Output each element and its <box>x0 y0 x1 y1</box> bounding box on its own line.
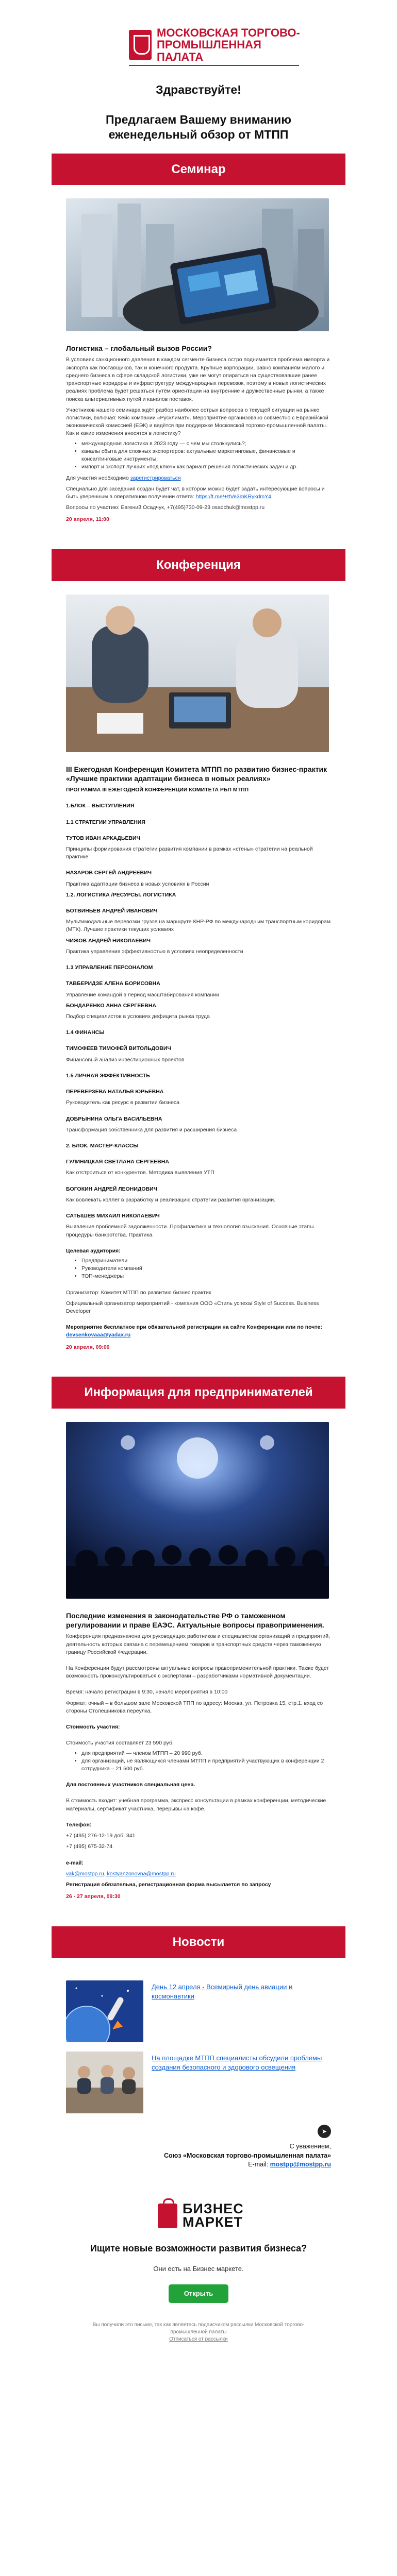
list-item: • для предприятий — членов МТПП – 20 990 руб. <box>81 1750 331 1757</box>
audience-heading: Целевая аудитория: <box>66 1247 121 1254</box>
seminar-section <box>52 185 345 538</box>
telegram-icon[interactable]: ➤ <box>318 2125 331 2138</box>
intro-heading: Предлагаем Вашему вниманию еженедельный обзор от МТПП <box>106 113 291 141</box>
speaker-topic: Финансовый анализ инвестиционных проектов <box>66 1056 185 1063</box>
seminar-contacts: Вопросы по участию: Евгений Осадчук, +7(495)730-09-23 osadchuk@mostpp.ru <box>66 504 265 511</box>
speaker-name: НАЗАРОВ СЕРГЕЙ АНДРЕЕВИЧ <box>66 870 152 876</box>
seminar-paragraph-4: Специально для заседания создан будет чат, в котором можно будет задать интересующие вопросы и быть уверенным в оперативном получении ответа: https://t.me/+ttVe3mKRykdmY4 <box>66 485 325 500</box>
phone-number[interactable]: +7 (495) 276-12-19 доб. 341 <box>66 1833 136 1839</box>
seminar-date: 20 апреля, 11:00 <box>66 516 109 523</box>
cost-total: Стоимость участия составляет 23 590 руб. <box>66 1740 174 1747</box>
speaker-name: БОТВИНЬЕВ АНДРЕЙ ИВАНОВИЧ <box>66 908 158 914</box>
list-item: • для организаций, не являющихся членами МТПП и предприятий участвующих в конференции 2 сотрудника – 21 500 руб. <box>81 1757 331 1773</box>
meeting-image <box>66 595 329 752</box>
cost-heading: Стоимость участия: <box>66 1724 120 1731</box>
speaker-name: ТУТОВ ИВАН АРКАДЬЕВИЧ <box>66 835 140 841</box>
speaker-name: БОГОКИН АНДРЕЙ ЛЕОНИДОВИЧ <box>66 1185 158 1192</box>
speaker-name: БОНДАРЕНКО АННА СЕРГЕЕВНА <box>66 1002 156 1009</box>
event-place: Формат: очный – в большом зале Московской ТПП по адресу: Москва, ул. Петровка 15, стр.1, вход со стороны Столешникова переулка. <box>66 1700 323 1714</box>
speaker-name: ЧИЖОВ АНДРЕЙ НИКОЛАЕВИЧ <box>66 937 151 944</box>
tablet-logistics-image <box>66 198 329 331</box>
conference-section <box>52 581 345 1366</box>
unsubscribe-link[interactable]: Отписаться от рассылки <box>169 2336 228 2342</box>
conference-hall-image <box>66 1422 329 1599</box>
list-item: • каналы сбыта для сложных экспортеров: актуальные маркетинговые, финансовые и консалтинговые инструменты; <box>81 448 331 463</box>
list-item: • Предприниматели <box>81 1257 331 1265</box>
seminar-image <box>66 198 329 331</box>
email-heading: e-mail: <box>66 1859 84 1866</box>
seminar-paragraph-2: Участников нашего семинара ждёт разбор наиболее острых вопросов о текущей ситуации на рынке логистики, включая: Кейс компании «Русклимат». Мероприятие организовано совместно с Евразийской экономической комиссией (ЕЭК) и ведётся при поддержке Московской торгово-промышленной палаты. Как и какие изменения вносятся в логистику? <box>66 406 328 437</box>
signature-greeting: С уважением, <box>289 2143 331 2150</box>
registration-note: Регистрация обязательна, регистрационная форма высылается по запросу <box>66 1881 271 1888</box>
seminar-topics-list <box>66 440 331 471</box>
seminar-title: Логистика – глобальный вызов России? <box>66 344 212 353</box>
speaker-name: ГУЛИНИЦКАЯ СВЕТЛАНА СЕРГЕЕВНА <box>66 1159 169 1165</box>
seminar-register-link[interactable]: зарегистрироваться <box>130 474 181 481</box>
entrepreneurs-paragraph-2: На Конференции будут рассмотрены актуальные вопросы правоприменительной практики. Также будет возможность проконсультироваться с экспертами – разработчиками нормативной документации. <box>66 1665 329 1680</box>
list-item: • импорт и экспорт лучших «под ключ» как вариант решения логистических задач и др. <box>81 463 331 471</box>
conference-subsection: 1.3 УПРАВЛЕНИЕ ПЕРСОНАЛОМ <box>66 964 153 971</box>
signature-email: E-mail: mostpp@mostpp.ru <box>248 2161 331 2168</box>
phone-number[interactable]: +7 (495) 675-32-74 <box>66 1843 113 1850</box>
speaker-topic: Мультимодальные перевозки грузов на маршруте КНР-РФ по международным транспортным коридорам (МТК). Лучшие практики текущих условиях <box>66 919 331 933</box>
business-market-logo-text: БИЗНЕС МАРКЕТ <box>183 2200 244 2230</box>
conference-subsection: 1.1 СТРАТЕГИИ УПРАВЛЕНИЯ <box>66 819 145 825</box>
conference-subsection: 1.4 ФИНАНСЫ <box>66 1029 105 1036</box>
price-includes: В стоимость входит: учебная программа, экспресс консультации в рамках конференции, методические материалы, сертификат участника, перерывы на кофе. <box>66 1798 326 1812</box>
conference-subsection: 1.5 ЛИЧНАЯ ЭФФЕКТИВНОСТЬ <box>66 1072 150 1079</box>
speaker-name: ДОБРЫНИНА ОЛЬГА ВАСИЛЬЕВНА <box>66 1115 162 1122</box>
speaker-topic: Как вовлекать коллег в разработку и реализацию стратегии развития организации. <box>66 1196 276 1203</box>
business-market-question: Ищите новые возможности развития бизнеса? <box>90 2243 307 2254</box>
speaker-topic: Практика управления эффективностью в условиях неопределенности <box>66 948 243 955</box>
conference-registration: Мероприятие бесплатное при обязательной регистрации на сайте Конференции или по почте: devsenkovaaa@yadax.ru <box>66 1324 322 1338</box>
news-link[interactable]: На площадке МТПП специалисты обсудили проблемы создания безопасного и здорового освещения <box>152 2054 322 2071</box>
shopping-bag-icon <box>158 2204 177 2228</box>
section-band-entrepreneurs: Информация для предпринимателей <box>52 1377 345 1409</box>
list-item: • международная логистика в 2023 году — с чем мы столкнулись?; <box>81 440 331 448</box>
conference-block-1: 1.БЛОК – ВЫСТУПЛЕНИЯ <box>66 803 135 809</box>
conference-date: 20 апреля, 09:00 <box>66 1344 110 1350</box>
conference-partner: Официальный организатор мероприятий - компания ООО «Стиль успеха/ Style of Success. Business Developer <box>66 1300 319 1315</box>
news-link[interactable]: День 12 апреля - Всемирный день авиации и космонавтики <box>152 1983 293 2000</box>
audience-list <box>66 1257 331 1281</box>
seminar-chat-link[interactable]: https://t.me/+ttVe3mKRykdmY4 <box>195 493 271 500</box>
news-section <box>52 1958 345 2184</box>
cost-list <box>66 1750 331 1773</box>
entrepreneurs-section <box>52 1409 345 1915</box>
seminar-paragraph-1: В условиях санкционного давления в каждом сегменте бизнеса остро поднимается проблема импорта и экспорта как поставщиков, так и конечного продукта. Крупные корпорации, равно компаниям малого и среднего бизнеса в сфере складской логистики, уже не могут опираться на существовавшие ранее транспортные коридоры и инфраструктуру международных перевозок, поэтому в новых логистических реалиях проблема будет решаться путём ориентации на внутренние и дружественные рынки, а также поиска альтернативных путей и каналов поставок. <box>66 357 330 402</box>
list-item: • Руководители компаний <box>81 1265 331 1273</box>
logo-divider <box>129 65 299 66</box>
entrepreneurs-paragraph-1: Конференция предназначена для руководящих работников и специалистов организаций и предприятий, деятельность которых связана с перемещением товаров и транспортных средств через таможенную границу Российской Федерации. <box>66 1633 330 1655</box>
entrepreneurs-image <box>66 1422 329 1599</box>
speaker-name: ТАВБЕРИДЗЕ АЛЕНА БОРИСОВНА <box>66 980 160 987</box>
conference-program-heading: ПРОГРАММА III ЕЖЕГОДНОЙ КОНФЕРЕНЦИИ КОМИТЕТА РБП МТПП <box>66 787 249 793</box>
speaker-name: ТИМОФЕЕВ ТИМОФЕЙ ВИТОЛЬДОВИЧ <box>66 1045 171 1052</box>
greeting: Здравствуйте! <box>156 83 241 96</box>
logo-text: МОСКОВСКАЯ ТОРГОВО-ПРОМЫШЛЕННАЯ ПАЛАТА <box>157 26 300 63</box>
speaker-topic: Принципы формирования стратегии развития компании в рамках «стены» стратегии на реальной практике <box>66 845 313 860</box>
speaker-name: САТЫШЕВ МИХАИЛ НИКОЛАЕВИЧ <box>66 1213 160 1219</box>
footer-text: Вы получили это письмо, так как являетесь подписчиком рассылки Московской торгово-промышленной палаты <box>92 2321 305 2335</box>
speaker-topic: Как отстроиться от конкурентов. Методика выявления УТП <box>66 1170 214 1176</box>
section-band-seminar: Семинар <box>52 154 345 185</box>
speaker-topic: Выявление проблемной задолженности. Профилактика и технология взыскания. Основные этапы процедуры банкротства. Практика. <box>66 1224 314 1238</box>
signature <box>66 2125 331 2170</box>
speaker-topic: Подбор специалистов в условиях дефицита рынка труда <box>66 1013 210 1020</box>
signature-org: Союз «Московская торгово-промышленная палата» <box>163 2151 331 2159</box>
news-image <box>66 1980 143 2042</box>
section-band-news: Новости <box>52 1926 345 1958</box>
conference-organizer: Организатор: Комитет МТПП по развитию бизнес практик <box>66 1289 211 1296</box>
speaker-name: ПЕРЕВЕРЗЕВА НАТАЛЬЯ ЮРЬЕВНА <box>66 1089 164 1095</box>
speaker-topic: Практика адаптации бизнеса в новых условиях в России <box>66 880 209 887</box>
conference-subsection: 1.2. ЛОГИСТИКА /РЕСУРСЫ. ЛОГИСТИКА <box>66 891 176 898</box>
lighting-meeting-image <box>66 2052 143 2113</box>
open-button[interactable]: Открыть <box>169 2284 228 2303</box>
footer <box>52 2303 345 2355</box>
header-logo[interactable] <box>52 0 345 63</box>
entrepreneurs-date: 26 - 27 апреля, 09:30 <box>66 1893 121 1900</box>
list-item: • ТОП-менеджеры <box>81 1273 331 1280</box>
speaker-topic: Управление командой в период масштабирования компании <box>66 991 220 998</box>
mtpp-emblem-icon <box>129 30 152 60</box>
news-item[interactable] <box>66 1980 331 2042</box>
conference-title: III Ежегодная Конференция Комитета МТПП по развитию бизнес-практик «Лучшие практики адаптации бизнеса в новых реалиях» <box>66 765 327 783</box>
email-body <box>52 0 345 2355</box>
special-price: Для постоянных участников специальная цена. <box>66 1782 195 1788</box>
entrepreneurs-title: Последние изменения в законодательстве РФ о таможенном регулировании и праве ЕАЭС. Актуальные вопросы правоприменения. <box>66 1611 324 1630</box>
section-band-conference: Конференция <box>52 549 345 581</box>
conference-email-link[interactable]: devsenkovaaa@yadax.ru <box>66 1332 131 1338</box>
space-image <box>66 1980 143 2042</box>
business-market-logo[interactable] <box>52 2202 345 2229</box>
contact-email-link[interactable]: vak@mostpp.ru, kostyanzonovna@mostpp.ru <box>66 1870 176 1877</box>
news-image <box>66 2052 143 2113</box>
speaker-topic: Руководитель как ресурс в развитии бизнеса <box>66 1099 179 1106</box>
news-item[interactable] <box>66 2052 331 2113</box>
business-market-sub: Они есть на Бизнес маркете. <box>153 2265 244 2273</box>
event-time: Время: начало регистрации в 9:30, начало мероприятия в 10:00 <box>66 1689 228 1696</box>
conference-image <box>66 595 329 752</box>
seminar-registration-line: Для участия необходимо зарегистрироваться <box>66 474 181 481</box>
phone-heading: Телефон: <box>66 1821 92 1828</box>
conference-block-2: 2. БЛОК. МАСТЕР-КЛАССЫ <box>66 1142 139 1149</box>
speaker-topic: Трансформация собственника для развития и расширения бизнеса <box>66 1126 237 1133</box>
signature-email-link[interactable]: mostpp@mostpp.ru <box>270 2161 331 2168</box>
